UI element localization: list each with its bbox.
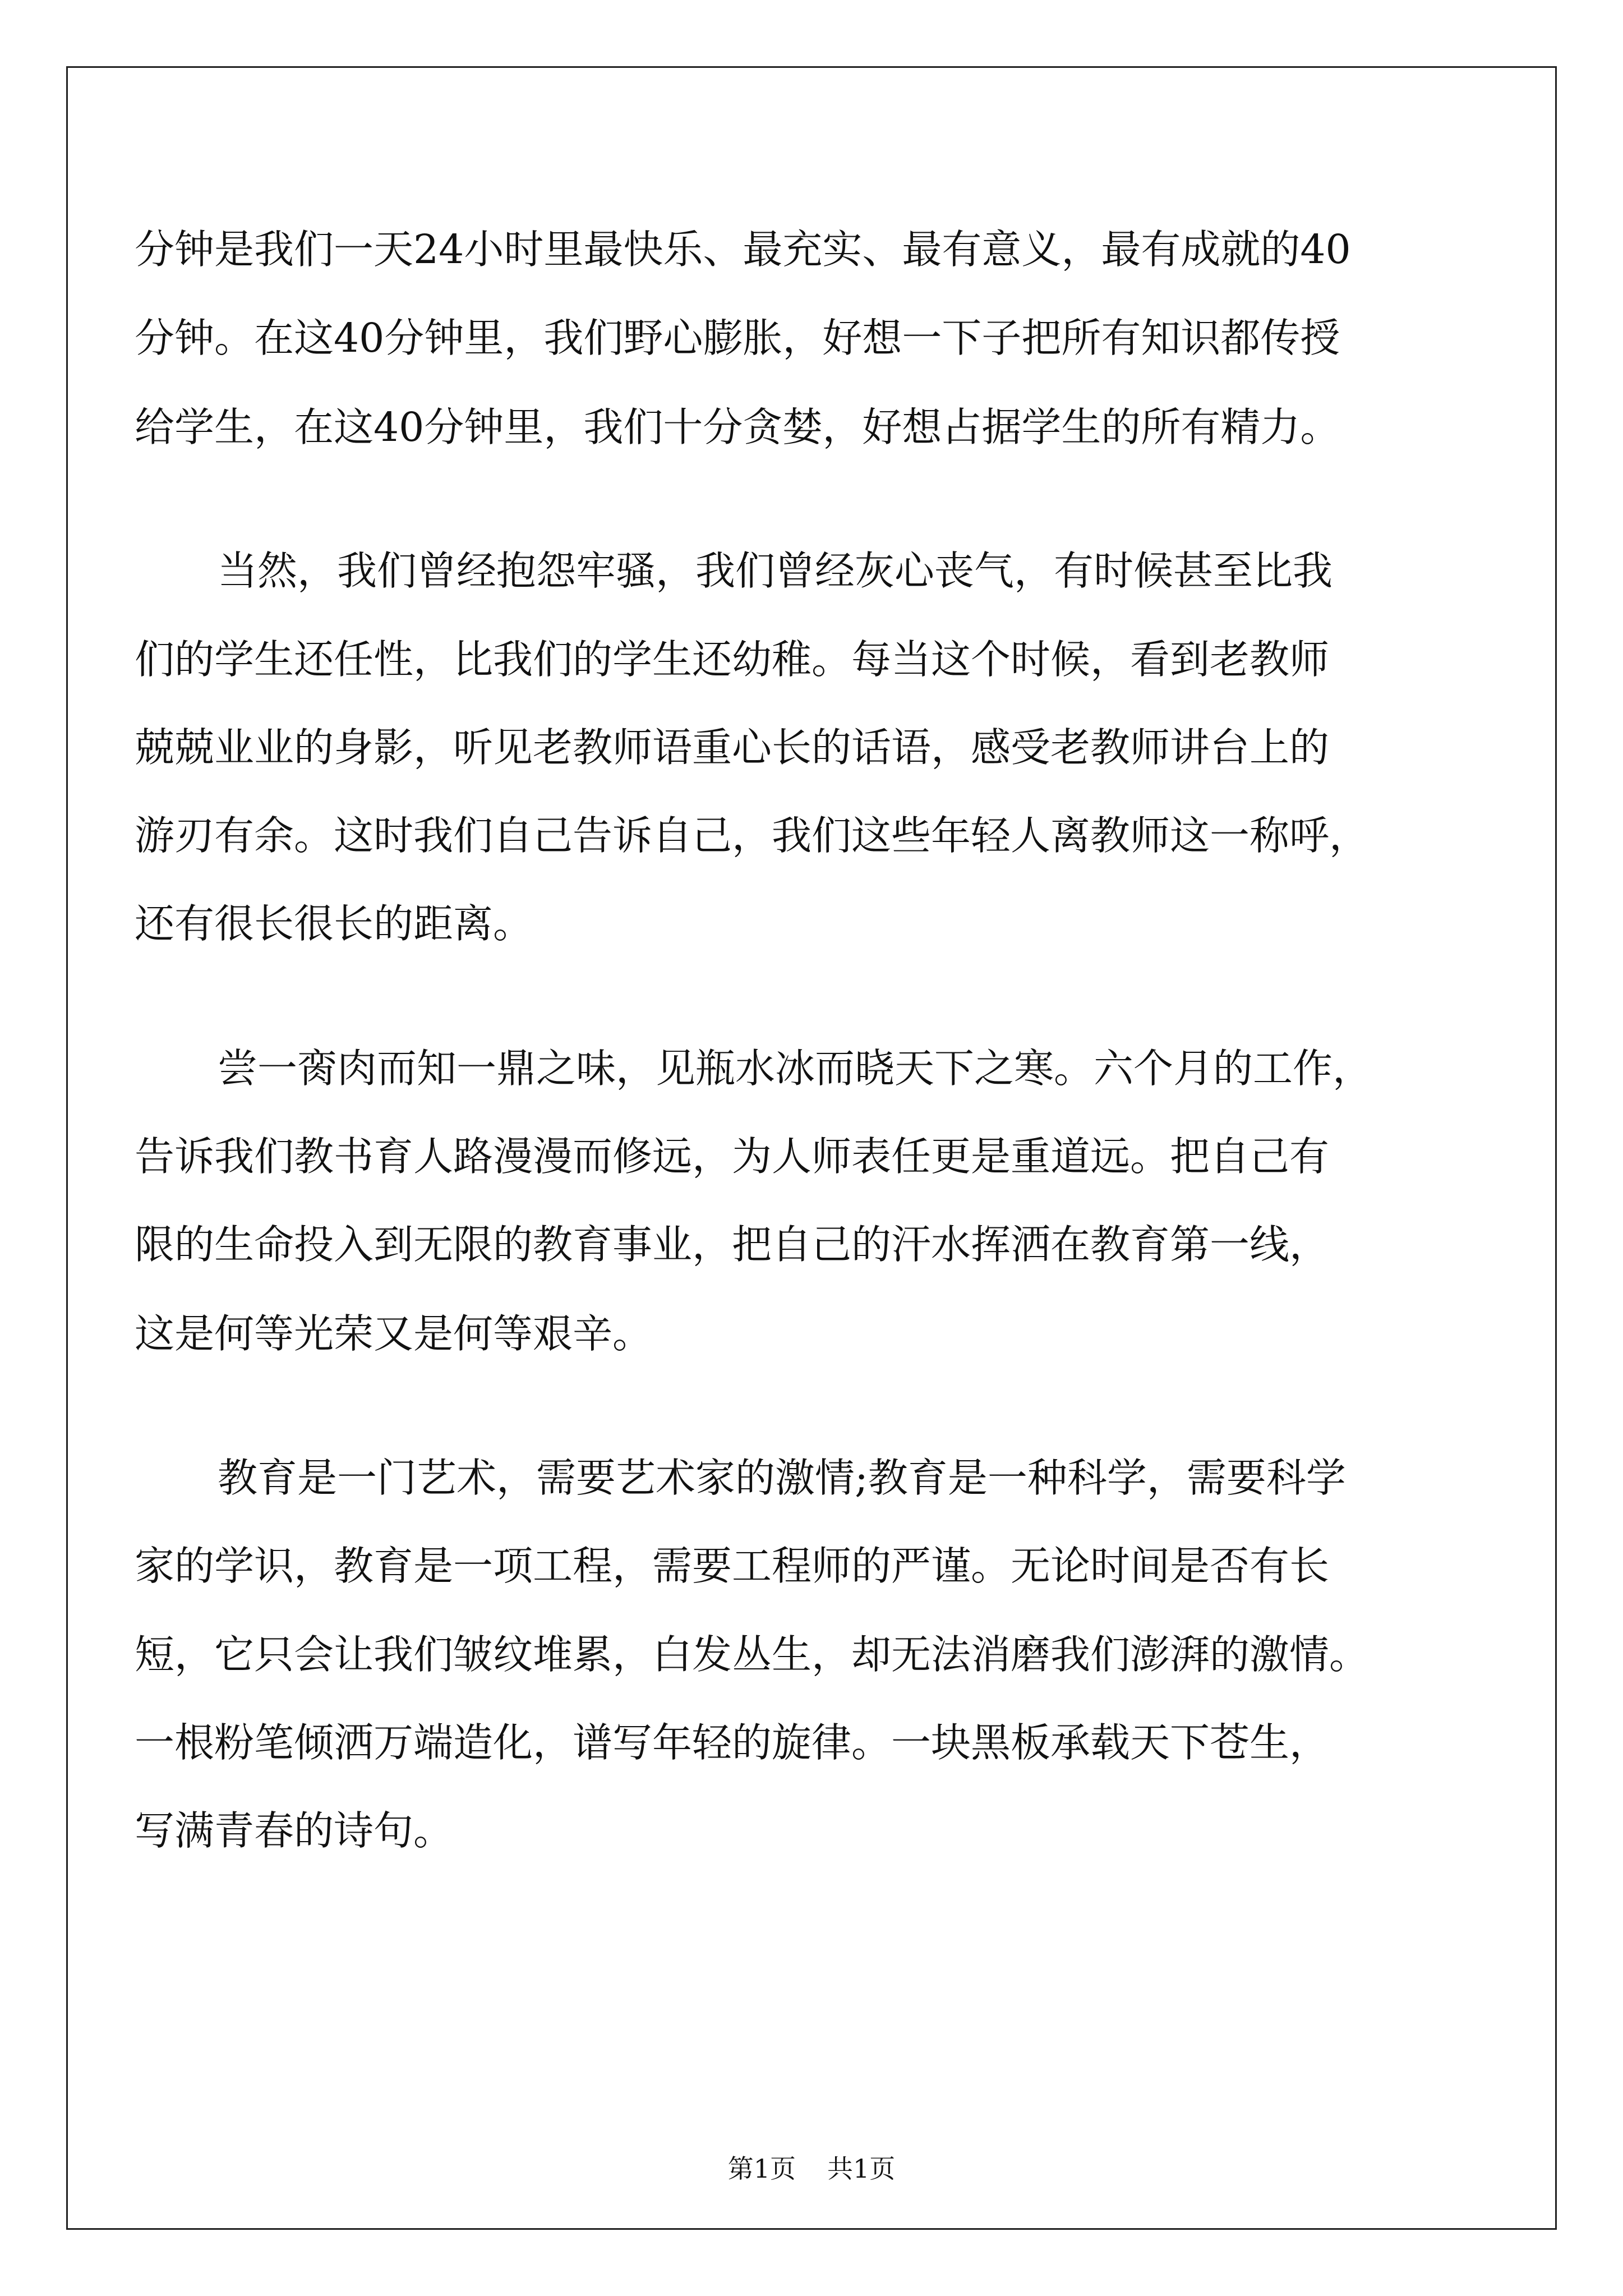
text-line: 分钟。在这40分钟里，我们野心膨胀，好想一下子把所有知识都传授 <box>135 315 1340 361</box>
text-line: 给学生，在这40分钟里，我们十分贪婪，好想占据学生的所有精力。 <box>135 404 1340 450</box>
text-line: 限的生命投入到无限的教育事业，把自己的汗水挥洒在教育第一线， <box>135 1221 1330 1268</box>
text-line: 告诉我们教书育人路漫漫而修远，为人师表任更是重道远。把自己有 <box>135 1133 1330 1180</box>
page-footer <box>0 2148 1623 2185</box>
text-line: 兢兢业业的身影，听见老教师语重心长的话语，感受老教师讲台上的 <box>135 724 1330 771</box>
page-total: 共1页 <box>827 2154 896 2184</box>
text-line: 写满青春的诗句。 <box>135 1807 454 1854</box>
text-line: 这是何等光荣又是何等艰辛。 <box>135 1310 653 1357</box>
page-number: 第1页 <box>727 2154 796 2184</box>
text-line: 分钟是我们一天24小时里最快乐、最充实、最有意义，最有成就的40 <box>135 226 1351 273</box>
text-line: 游刃有余。这时我们自己告诉自己，我们这些年轻人离教师这一称呼， <box>135 812 1370 859</box>
text-line: 短，它只会让我们皱纹堆累，白发丛生，却无法消磨我们澎湃的激情。 <box>135 1631 1370 1678</box>
text-line: 一根粉笔倾洒万端造化，谱写年轻的旋律。一块黑板承载天下苍生， <box>135 1719 1330 1766</box>
text-line: 们的学生还任性，比我们的学生还幼稚。每当这个时候，看到老教师 <box>135 636 1330 683</box>
paragraph-first-line: 教育是一门艺术，需要艺术家的激情;教育是一种科学，需要科学 <box>218 1455 1346 1501</box>
text-line: 家的学识，教育是一项工程，需要工程师的严谨。无论时间是否有长 <box>135 1543 1330 1589</box>
text-line: 还有很长很长的距离。 <box>135 900 533 947</box>
paragraph-first-line: 当然，我们曾经抱怨牢骚，我们曾经灰心丧气，有时候甚至比我 <box>218 547 1333 594</box>
paragraph-first-line: 尝一脔肉而知一鼎之味，见瓶水冰而晓天下之寒。六个月的工作， <box>218 1045 1373 1092</box>
